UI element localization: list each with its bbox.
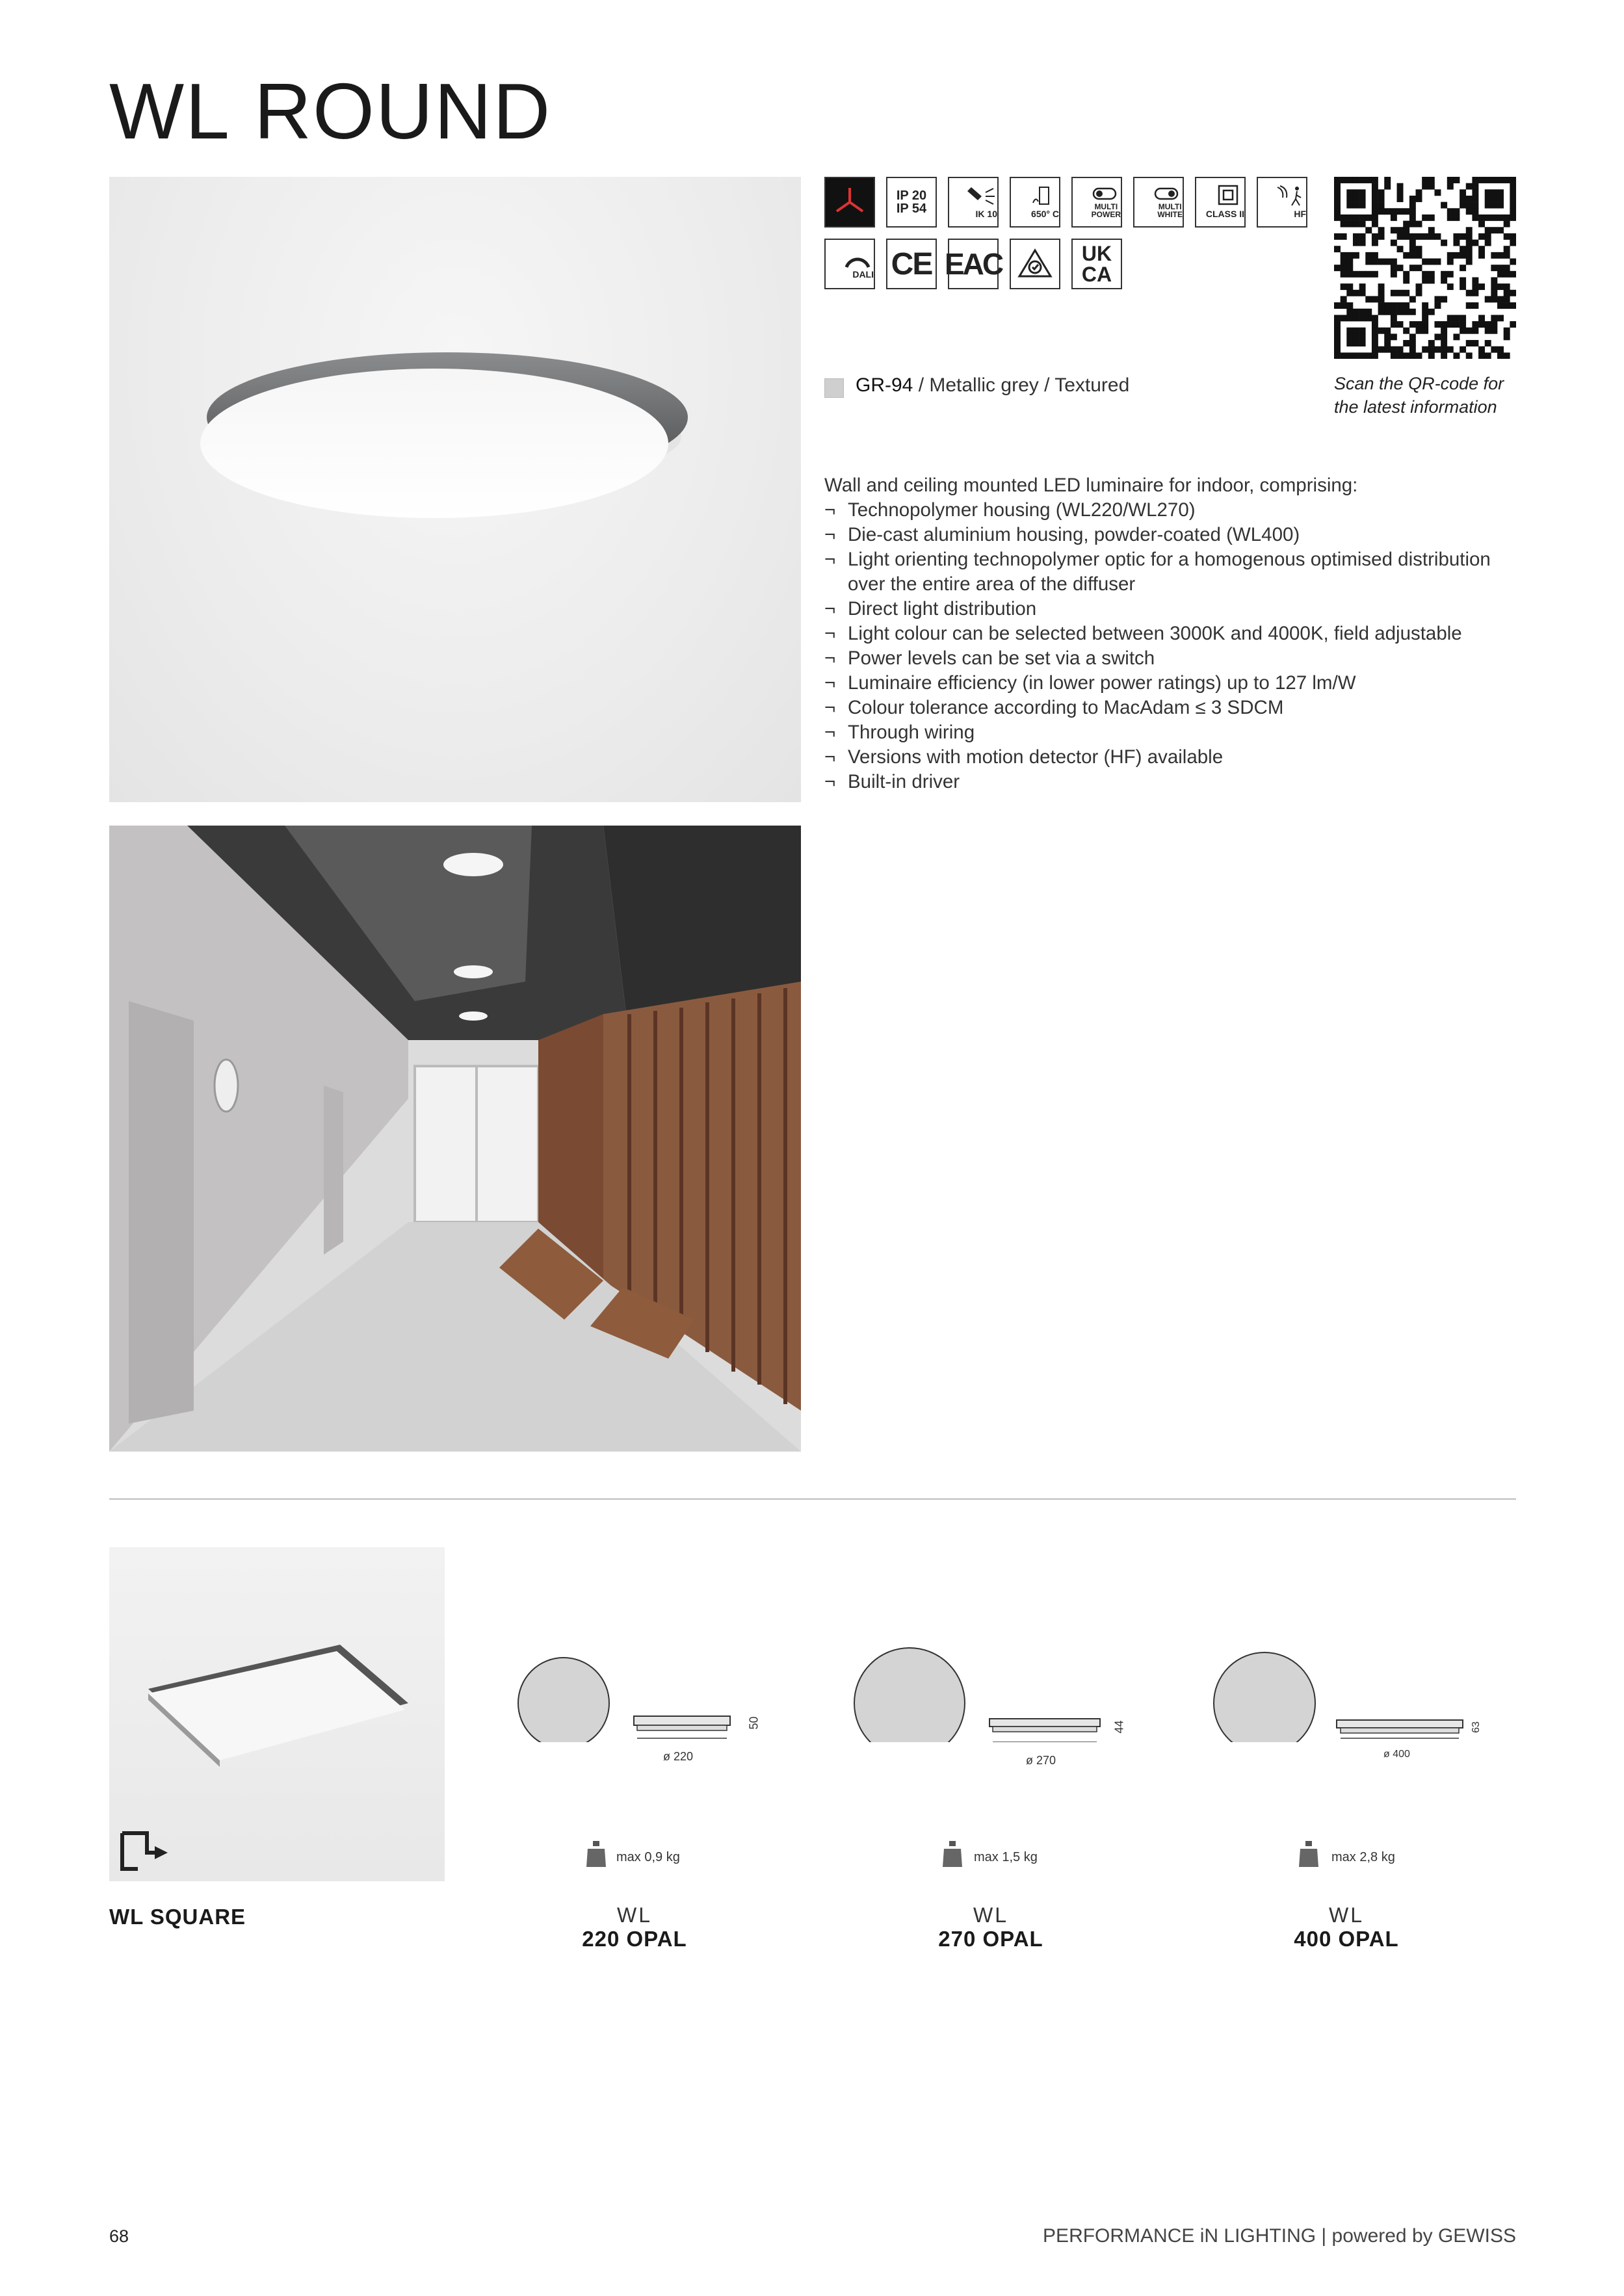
feature-item: ¬ Direct light distribution bbox=[824, 597, 1526, 621]
weight-icon bbox=[1298, 1840, 1320, 1872]
variant-side-view bbox=[634, 1716, 730, 1738]
ukca-mark-icon bbox=[1071, 239, 1122, 289]
motion-sensor-label: HF bbox=[1294, 209, 1306, 219]
qr-caption-line1: Scan the QR-code for bbox=[1334, 374, 1504, 393]
variant-name-line1: WL bbox=[617, 1903, 652, 1927]
feature-item: ¬ Light orienting technopolymer optic for a homogenous optimised distribution over the entire area of the diffuser bbox=[824, 547, 1526, 597]
dali-label: DALI bbox=[852, 269, 874, 280]
weight-icon bbox=[585, 1840, 607, 1872]
variant-name bbox=[1249, 1903, 1444, 1951]
description-intro: Wall and ceiling mounted LED luminaire for indoor, comprising: bbox=[824, 475, 1358, 496]
eac-mark-icon bbox=[944, 239, 1002, 289]
variant-drawings bbox=[455, 1638, 1508, 1742]
variant-weight: max 1,5 kg bbox=[974, 1850, 1038, 1864]
feature-item: ¬ Colour tolerance according to MacAdam ≤ 3 SDCM bbox=[824, 696, 1526, 720]
variant-front-view bbox=[1214, 1652, 1315, 1742]
feature-item: ¬ Light colour can be selected between 3000K and 4000K, field adjustable bbox=[824, 621, 1526, 646]
glow-wire-label: 650° C bbox=[1031, 209, 1059, 219]
product-description bbox=[824, 473, 1526, 794]
variant-name bbox=[537, 1903, 732, 1951]
feature-item: ¬ Through wiring bbox=[824, 720, 1526, 745]
variant-weight: max 0,9 kg bbox=[616, 1850, 680, 1864]
related-product-photo[interactable] bbox=[109, 1547, 445, 1881]
weight-icon bbox=[941, 1840, 963, 1872]
variant-name bbox=[893, 1903, 1088, 1951]
feature-item: ¬ Versions with motion detector (HF) available bbox=[824, 745, 1526, 770]
page-title bbox=[109, 67, 552, 155]
motion-sensor-icon bbox=[1257, 177, 1307, 228]
finish-code: GR-94 bbox=[856, 374, 913, 396]
multi-power-line2: POWER bbox=[1091, 210, 1121, 219]
feature-item: ¬ Luminaire efficiency (in lower power ratings) up to 127 lm/W bbox=[824, 671, 1526, 696]
rcm-mark-icon bbox=[1010, 239, 1060, 289]
multi-white-icon bbox=[1133, 177, 1184, 228]
page-number: 68 bbox=[109, 2226, 129, 2246]
feature-item: ¬ Power levels can be set via a switch bbox=[824, 646, 1526, 671]
ce-mark-icon bbox=[886, 239, 937, 289]
variant-name-line1: WL bbox=[973, 1903, 1008, 1927]
title-brand: WL bbox=[109, 67, 231, 155]
section-divider bbox=[109, 1498, 1516, 1500]
variant-name-line1: WL bbox=[1329, 1903, 1364, 1927]
ip-rating-line1: IP 20 bbox=[896, 189, 927, 203]
impact-rating-icon bbox=[948, 177, 999, 228]
qr-code[interactable] bbox=[1334, 177, 1516, 359]
ukca-line2: CA bbox=[1081, 263, 1112, 286]
multi-white-line1: MULTI bbox=[1158, 202, 1182, 211]
feature-item: ¬ Die-cast aluminium housing, powder-coated (WL400) bbox=[824, 523, 1526, 547]
multi-power-icon bbox=[1071, 177, 1122, 228]
feature-item: ¬ Technopolymer housing (WL220/WL270) bbox=[824, 498, 1526, 523]
dali-icon bbox=[824, 239, 875, 289]
variant-diameter: ø 400 bbox=[1383, 1749, 1410, 1760]
variant-front-view bbox=[518, 1658, 609, 1742]
variant-name-line2: 400 OPAL bbox=[1294, 1927, 1399, 1951]
ip-rating-line2: IP 54 bbox=[896, 202, 927, 216]
ip-rating-icon bbox=[886, 177, 937, 228]
ce-mark-label: CE bbox=[891, 246, 932, 281]
variant-side-view bbox=[989, 1719, 1100, 1742]
eac-mark-label: EAC bbox=[944, 247, 1002, 281]
class-two-label: CLASS II bbox=[1205, 209, 1244, 219]
multi-power-line1: MULTI bbox=[1094, 202, 1118, 211]
variant-side-view bbox=[1337, 1720, 1463, 1738]
qr-caption-line2: the latest information bbox=[1334, 397, 1497, 417]
variant-height: 63 bbox=[1470, 1721, 1482, 1733]
finish-label bbox=[856, 374, 1129, 397]
related-product-label[interactable]: WL SQUARE bbox=[109, 1905, 246, 1929]
qr-caption bbox=[1334, 372, 1504, 419]
variant-name-line2: 220 OPAL bbox=[582, 1927, 687, 1951]
product-photo bbox=[109, 177, 801, 802]
feature-item: ¬ Built-in driver bbox=[824, 770, 1526, 794]
variant-weight: max 2,8 kg bbox=[1331, 1850, 1395, 1864]
variant-name-line2: 270 OPAL bbox=[938, 1927, 1043, 1951]
variant-height: 50 bbox=[747, 1716, 761, 1730]
finish-description: / Metallic grey / Textured bbox=[913, 374, 1130, 396]
impact-rating-label: IK 10 bbox=[975, 209, 997, 219]
lighting-type-icon bbox=[824, 177, 875, 228]
multi-white-line2: WHITE bbox=[1157, 210, 1183, 219]
ukca-line1: UK bbox=[1081, 242, 1112, 265]
page-footer: PERFORMANCE iN LIGHTING | powered by GEWISS bbox=[1043, 2225, 1516, 2247]
feature-list bbox=[824, 498, 1526, 794]
title-model: ROUND bbox=[254, 67, 552, 155]
glow-wire-icon bbox=[1010, 177, 1060, 228]
variant-height: 44 bbox=[1112, 1720, 1126, 1734]
variant-front-view bbox=[854, 1648, 965, 1742]
finish-swatch bbox=[824, 378, 844, 398]
application-photo bbox=[109, 826, 801, 1452]
variant-diameter: ø 220 bbox=[663, 1750, 694, 1763]
variant-diameter: ø 270 bbox=[1026, 1754, 1056, 1767]
class-two-icon bbox=[1195, 177, 1246, 228]
